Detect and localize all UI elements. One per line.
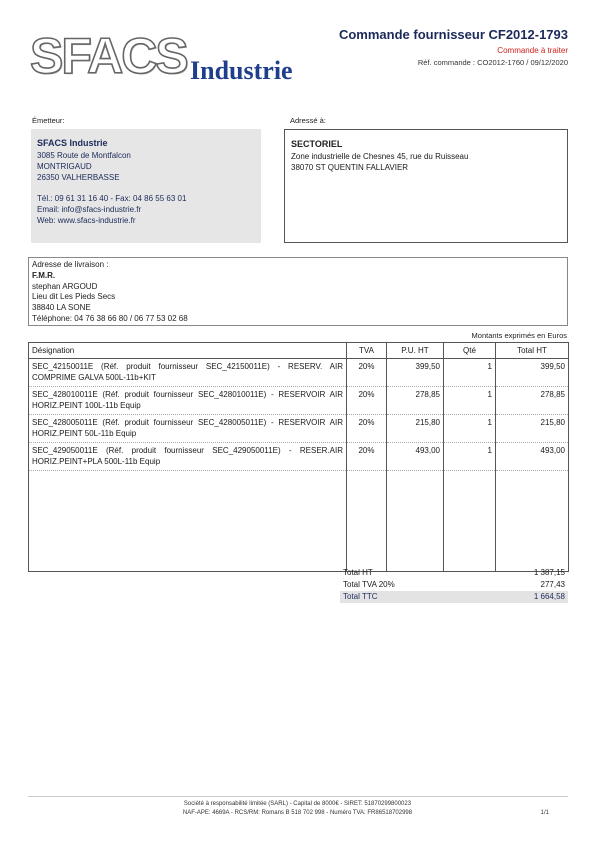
document-title: Commande fournisseur CF2012-1793 (338, 27, 568, 42)
col-tva: TVA (347, 343, 387, 359)
footer-divider (28, 796, 568, 797)
page-number: 1/1 (540, 810, 549, 816)
total-ht-row (340, 567, 568, 579)
recipient-address-2: 38070 ST QUENTIN FALLAVIER (291, 163, 409, 172)
sender-address-3: 26350 VALHERBASSE (37, 173, 120, 182)
sender-name: SFACS Industrie (37, 138, 108, 148)
row-designation: SEC_429050011E (Réf. produit fournisseur SEC_429050011E) - RESER.AIR HORIZ.PEINT+PLA 500L-11b Equip (29, 443, 347, 471)
footer-legal-1: Société à responsabilité limitée (SARL) - Capital de 8000€ - SIRET: 51870299800023 (183, 801, 412, 807)
order-lines-table (28, 342, 569, 572)
sender-website[interactable]: Web: www.sfacs-industrie.fr (37, 216, 136, 225)
total-ttc-value: 1 664,58 (533, 592, 565, 601)
total-tva-value: 277,43 (540, 580, 565, 589)
totals-block (340, 567, 568, 603)
footer-legal-2: NAF-APE: 4669A - RCS/RM: Romans B 518 702 998 - Numéro TVA: FR86518702998 (182, 810, 413, 816)
total-tva-label: Total TVA 20% (343, 580, 395, 589)
row-tva: 20% (347, 387, 387, 415)
delivery-phone: Téléphone: 04 76 38 66 80 / 06 77 53 02 68 (32, 313, 188, 323)
table-row (29, 415, 569, 443)
logo-sub-text: Industrie (190, 56, 293, 85)
col-total: Total HT (496, 343, 569, 359)
delivery-address-2: 38840 LA SONE (32, 303, 91, 313)
currency-note: Montants exprimés en Euros (471, 331, 567, 340)
row-quantity: 1 (444, 415, 496, 443)
row-total: 399,50 (496, 359, 569, 387)
table-row (29, 359, 569, 387)
delivery-label: Adresse de livraison : (32, 260, 109, 269)
row-quantity: 1 (444, 359, 496, 387)
row-designation: SEC_428010011E (Réf. produit fournisseur SEC_428010011E) - RESERVOIR AIR HORIZ.PEINT 100L-11b Equip (29, 387, 347, 415)
total-ttc-label: Total TTC (343, 592, 378, 601)
table-row (29, 387, 569, 415)
sender-address-2: MONTRIGAUD (37, 162, 92, 171)
row-tva: 20% (347, 443, 387, 471)
order-reference: Réf. commande : CO2012-1760 / 09/12/2020 (417, 58, 568, 67)
row-total: 215,80 (496, 415, 569, 443)
company-logo (30, 28, 315, 88)
table-row (29, 443, 569, 471)
total-tva-row (340, 579, 568, 591)
recipient-box (284, 129, 568, 243)
total-ht-label: Total HT (343, 568, 373, 577)
row-quantity: 1 (444, 387, 496, 415)
delivery-address-1: Lieu dit Les Pieds Secs (32, 292, 116, 302)
row-unit-price: 215,80 (387, 415, 444, 443)
col-designation: Désignation (29, 343, 347, 359)
col-quantity: Qté (444, 343, 496, 359)
sender-phone: Tél.: 09 61 31 16 40 - Fax: 04 86 55 63 01 (37, 194, 187, 203)
row-designation: SEC_42150011E (Réf. produit fournisseur SEC_42150011E) - RESERV. AIR COMPRIME GALVA 500L-11b+KIT (29, 359, 347, 387)
row-total: 278,85 (496, 387, 569, 415)
total-ht-value: 1 387,15 (533, 568, 565, 577)
table-header-row (29, 343, 569, 359)
sender-label: Émetteur: (32, 116, 65, 125)
table-empty-space (29, 471, 569, 572)
row-unit-price: 399,50 (387, 359, 444, 387)
row-tva: 20% (347, 359, 387, 387)
row-designation: SEC_428005011E (Réf. produit fournisseur SEC_428005011E) - RESERVOIR AIR HORIZ.PEINT 50L-11b Equip (29, 415, 347, 443)
order-status: Commande à traiter (497, 46, 568, 55)
recipient-label: Adressé à: (290, 116, 326, 125)
sender-address-1: 3085 Route de Montfalcon (37, 151, 131, 160)
row-total: 493,00 (496, 443, 569, 471)
recipient-name: SECTORIEL (291, 139, 343, 149)
logo-main-text: SFACS (30, 28, 187, 84)
col-unit-price: P.U. HT (387, 343, 444, 359)
row-tva: 20% (347, 415, 387, 443)
delivery-company: F.M.R. (32, 270, 56, 280)
row-unit-price: 278,85 (387, 387, 444, 415)
row-unit-price: 493,00 (387, 443, 444, 471)
delivery-address-box (28, 257, 568, 326)
total-ttc-row (340, 591, 568, 603)
sender-box (31, 129, 261, 243)
row-quantity: 1 (444, 443, 496, 471)
recipient-address-1: Zone industrielle de Chesnes 45, rue du Ruisseau (291, 152, 469, 161)
sender-email[interactable]: Email: info@sfacs-industrie.fr (37, 205, 142, 214)
delivery-contact: stephan ARGOUD (32, 281, 98, 291)
